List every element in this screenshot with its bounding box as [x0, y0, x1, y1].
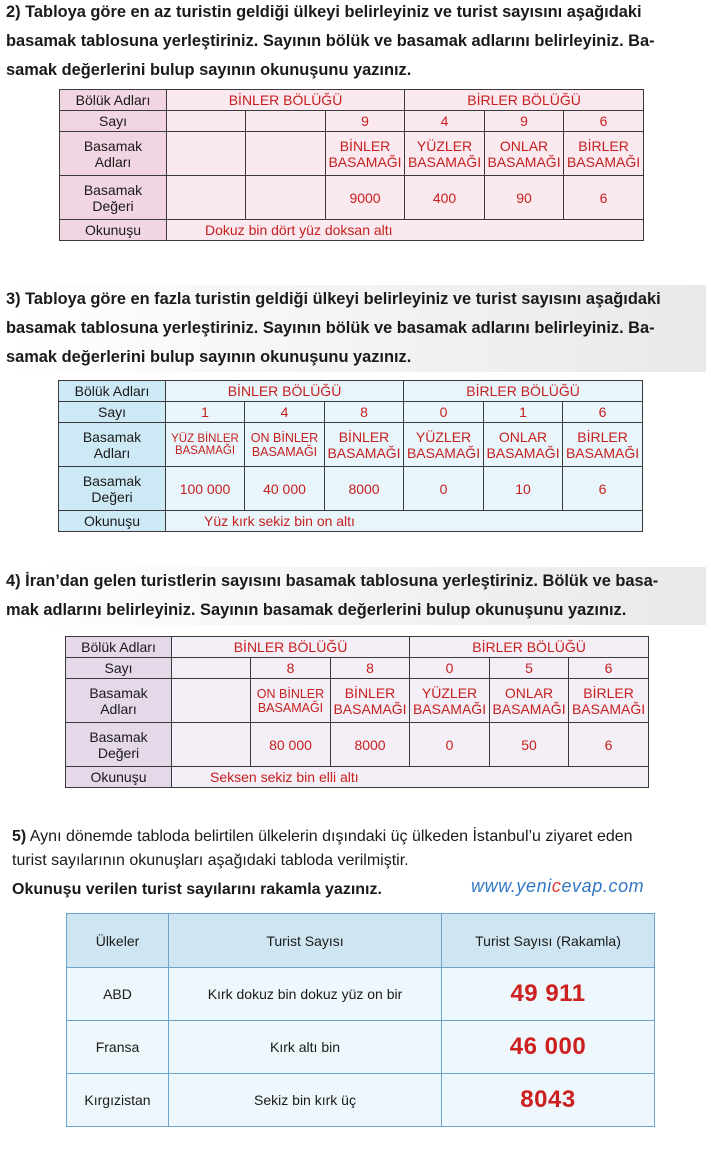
header-cell: Ülkeler — [67, 914, 169, 968]
value-cell: 40 000 — [245, 467, 325, 511]
question-line: İran’dan gelen turistlerin sayısını basamak tablosuna yerleştiriniz. Bölük ve basa- — [25, 572, 659, 590]
value-cell: 90 — [485, 176, 564, 220]
row-label-sayi: Sayı — [59, 402, 166, 423]
value-cell: 0 — [410, 723, 490, 767]
digit-cell: 6 — [564, 111, 644, 132]
digit-cell: 6 — [563, 402, 643, 423]
place-value-table-q2 — [59, 89, 644, 241]
table-row — [67, 1021, 655, 1074]
country-cell: ABD — [67, 968, 169, 1021]
reading-cell: Dokuz bin dört yüz doksan altı — [167, 220, 644, 241]
row-label-sayi: Sayı — [60, 111, 167, 132]
digit-cell: 1 — [484, 402, 563, 423]
place-name-cell: YÜZLER BASAMAĞI — [404, 423, 484, 467]
header-cell: Turist Sayısı — [169, 914, 442, 968]
question-2-text — [6, 0, 706, 85]
place-name-cell: BİRLER BASAMAĞI — [564, 132, 644, 176]
value-cell: 50 — [490, 723, 569, 767]
place-value-table-q3 — [58, 380, 643, 532]
place-value-table-q4 — [65, 636, 649, 788]
group-birler: BİRLER BÖLÜĞÜ — [404, 381, 643, 402]
digit-cell: 8 — [251, 658, 331, 679]
value-cell — [172, 723, 251, 767]
digit-cell — [167, 111, 246, 132]
digit-cell — [172, 658, 251, 679]
digit-cell: 0 — [404, 402, 484, 423]
row-label-okunus: Okunuşu — [66, 767, 172, 788]
value-cell: 10 — [484, 467, 563, 511]
row-label-basamak-degeri: Basamak Değeri — [59, 467, 166, 511]
digit-cell: 4 — [245, 402, 325, 423]
group-binler: BİNLER BÖLÜĞÜ — [172, 637, 410, 658]
question-line: basamak tablosuna yerleştiriniz. Sayının bölük ve basamak adlarını belirleyiniz. Ba- — [6, 32, 655, 50]
group-binler: BİNLER BÖLÜĞÜ — [166, 381, 404, 402]
group-birler: BİRLER BÖLÜĞÜ — [410, 637, 649, 658]
country-cell: Kırgızistan — [67, 1074, 169, 1127]
row-label-bolukler: Bölük Adları — [66, 637, 172, 658]
value-cell: 9000 — [326, 176, 405, 220]
reading-cell: Yüz kırk sekiz bin on altı — [166, 511, 643, 532]
row-label-bolukler: Bölük Adları — [59, 381, 166, 402]
reading-cell: Seksen sekiz bin elli altı — [172, 767, 649, 788]
value-cell — [246, 176, 326, 220]
value-cell: 0 — [404, 467, 484, 511]
digit-cell: 8 — [331, 658, 410, 679]
place-name-cell: BİNLER BASAMAĞI — [331, 679, 410, 723]
question-line: Tabloya göre en az turistin geldiği ülkeyi belirleyiniz ve turist sayısını aşağıdaki — [25, 3, 642, 21]
question-line: basamak tablosuna yerleştiriniz. Sayının bölük ve basamak adlarını belirleyiniz. Ba- — [6, 319, 655, 337]
question-number: 3) — [6, 290, 21, 308]
number-cell: 46 000 — [442, 1021, 655, 1074]
group-binler: BİNLER BÖLÜĞÜ — [167, 90, 405, 111]
place-name-cell: ON BİNLER BASAMAĞI — [251, 679, 331, 723]
question-line: mak adlarını belirleyiniz. Sayının basamak değerlerini bulup okunuşunu yazınız. — [6, 601, 627, 619]
tourist-numbers-table — [66, 913, 655, 1127]
place-name-cell: YÜZLER BASAMAĞI — [405, 132, 485, 176]
value-cell: 80 000 — [251, 723, 331, 767]
digit-cell: 4 — [405, 111, 485, 132]
value-cell: 6 — [564, 176, 644, 220]
question-3-text — [6, 285, 706, 372]
place-name-cell: BİRLER BASAMAĞI — [563, 423, 643, 467]
place-name-cell: ONLAR BASAMAĞI — [485, 132, 564, 176]
row-label-okunus: Okunuşu — [60, 220, 167, 241]
value-cell: 6 — [563, 467, 643, 511]
words-cell: Sekiz bin kırk üç — [169, 1074, 442, 1127]
place-name-cell: BİNLER BASAMAĞI — [325, 423, 404, 467]
row-label-basamak-degeri: Basamak Değeri — [66, 723, 172, 767]
place-name-cell — [172, 679, 251, 723]
question-number: 4) — [6, 572, 21, 590]
value-cell: 8000 — [325, 467, 404, 511]
digit-cell: 9 — [326, 111, 405, 132]
place-name-cell: ONLAR BASAMAĞI — [490, 679, 569, 723]
place-name-cell — [167, 132, 246, 176]
place-name-cell: ON BİNLER BASAMAĞI — [245, 423, 325, 467]
place-name-cell: YÜZLER BASAMAĞI — [410, 679, 490, 723]
question-line: Tabloya göre en fazla turistin geldiği ülkeyi belirleyiniz ve turist sayısını aşağıdaki — [25, 290, 661, 308]
value-cell: 8000 — [331, 723, 410, 767]
digit-cell: 1 — [166, 402, 245, 423]
question-line: samak değerlerini bulup sayının okunuşunu yazınız. — [6, 348, 412, 366]
question-instruction: Okunuşu verilen turist sayılarını rakamla yazınız. — [12, 881, 382, 898]
row-label-sayi: Sayı — [66, 658, 172, 679]
row-label-basamak-adlari: Basamak Adları — [59, 423, 166, 467]
group-birler: BİRLER BÖLÜĞÜ — [405, 90, 644, 111]
value-cell: 6 — [569, 723, 649, 767]
place-name-cell: ONLAR BASAMAĞI — [484, 423, 563, 467]
words-cell: Kırk altı bin — [169, 1021, 442, 1074]
header-cell: Turist Sayısı (Rakamla) — [442, 914, 655, 968]
place-name-cell: BİNLER BASAMAĞI — [326, 132, 405, 176]
value-cell: 100 000 — [166, 467, 245, 511]
value-cell — [167, 176, 246, 220]
row-label-okunus: Okunuşu — [59, 511, 166, 532]
words-cell: Kırk dokuz bin dokuz yüz on bir — [169, 968, 442, 1021]
digit-cell: 8 — [325, 402, 404, 423]
number-cell: 8043 — [442, 1074, 655, 1127]
value-cell: 400 — [405, 176, 485, 220]
question-line: turist sayılarının okunuşları aşağıdaki tabloda verilmiştir. — [12, 852, 409, 869]
row-label-basamak-degeri: Basamak Değeri — [60, 176, 167, 220]
place-name-cell: BİRLER BASAMAĞI — [569, 679, 649, 723]
digit-cell: 0 — [410, 658, 490, 679]
number-cell: 49 911 — [442, 968, 655, 1021]
table-row — [67, 1074, 655, 1127]
country-cell: Fransa — [67, 1021, 169, 1074]
question-4-text — [6, 567, 706, 625]
digit-cell: 9 — [485, 111, 564, 132]
website-watermark: www.yenicevap.com — [471, 876, 645, 896]
digit-cell: 5 — [490, 658, 569, 679]
table-row — [67, 968, 655, 1021]
row-label-bolukler: Bölük Adları — [60, 90, 167, 111]
place-name-cell: YÜZ BİNLER BASAMAĞI — [166, 423, 245, 467]
row-label-basamak-adlari: Basamak Adları — [66, 679, 172, 723]
digit-cell — [246, 111, 326, 132]
row-label-basamak-adlari: Basamak Adları — [60, 132, 167, 176]
table-header-row — [67, 914, 655, 968]
question-number: 2) — [6, 3, 21, 21]
question-number: 5) — [12, 828, 27, 845]
place-name-cell — [246, 132, 326, 176]
question-line: samak değerlerini bulup sayının okunuşunu yazınız. — [6, 61, 412, 79]
digit-cell: 6 — [569, 658, 649, 679]
question-line: Aynı dönemde tabloda belirtilen ülkelerin dışındaki üç ülkeden İstanbul’u ziyaret eden — [29, 828, 633, 845]
